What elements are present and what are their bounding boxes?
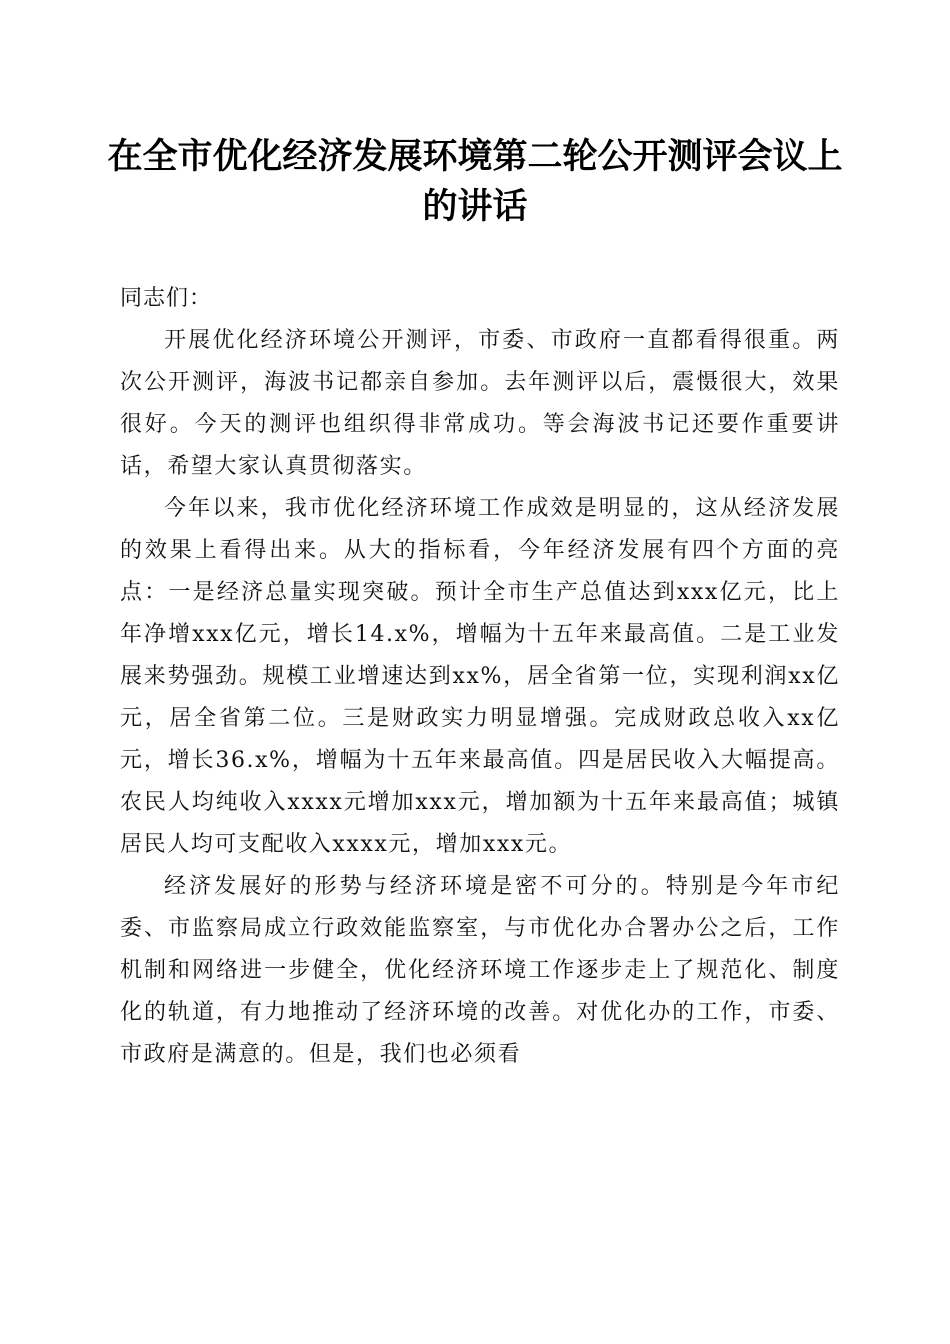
paragraph-2: 今年以来，我市优化经济环境工作成效是明显的，这从经济发展的效果上看得出来。从大的指标看，今年经济发展有四个方面的亮点：一是经济总量实现突破。预计全市生产总值达到xxx亿元，比上年净增xxx亿元，增长14.x%，增幅为十五年来最高值。二是工业发展来势强劲。规模工业增速达到xx%，居全省第一位，实现利润xx亿元，居全省第二位。三是财政实力明显增强。完成财政总收入xx亿元，增长36.x%，增幅为十五年来最高值。四是居民收入大幅提高。农民人均纯收入xxxx元增加xxx元，增加额为十五年来最高值；城镇居民人均可支配收入xxxx元，增加xxx元。 [120, 496, 840, 857]
paragraph-1: 开展优化经济环境公开测评，市委、市政府一直都看得很重。两次公开测评，海波书记都亲自参加。去年测评以后，震慑很大，效果很好。今天的测评也组织得非常成功。等会海波书记还要作重要讲话，希望大家认真贯彻落实。 [120, 328, 840, 479]
salutation: 同志们： [120, 286, 213, 311]
paragraph-3: 经济发展好的形势与经济环境是密不可分的。特别是今年市纪委、市监察局成立行政效能监察室，与市优化办合署办公之后，工作机制和网络进一步健全，优化经济环境工作逐步走上了规范化、制度化的轨道，有力地推动了经济环境的改善。对优化办的工作，市委、市政府是满意的。但是，我们也必须看 [120, 874, 840, 1067]
document-body [120, 278, 840, 1076]
document-title: 在全市优化经济发展环境第二轮公开测评会议上的讲话 [107, 136, 843, 227]
